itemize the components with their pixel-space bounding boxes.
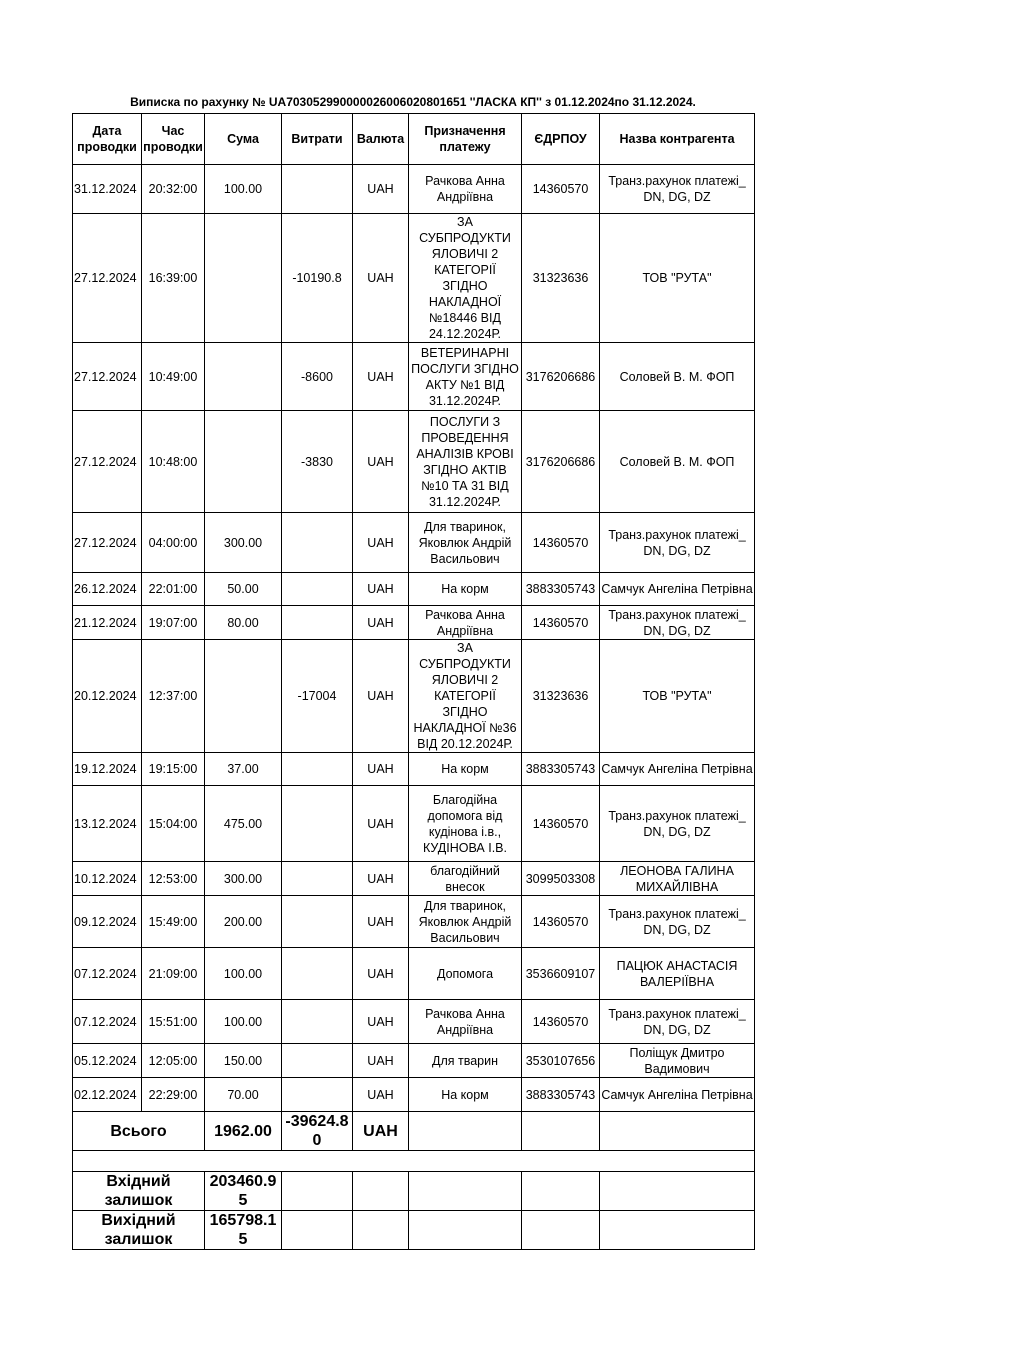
header-currency: Валюта [353,114,409,165]
cell-time: 12:37:00 [142,640,205,753]
cell-currency: UAH [353,214,409,343]
cell-date: 27.12.2024 [73,214,142,343]
table-row [73,606,755,640]
cell-counterparty: Соловей В. М. ФОП [600,411,755,513]
cell-purpose: Рачкова Анна Андріївна [409,165,522,214]
total-label: Всього [73,1112,205,1151]
cell-time: 21:09:00 [142,948,205,1000]
cell-edrpou: 14360570 [522,606,600,640]
cell-edrpou: 14360570 [522,786,600,862]
cell-amount [205,214,282,343]
header-counterparty: Назва контрагента [600,114,755,165]
cell-expense: -17004 [282,640,353,753]
cell-amount: 300.00 [205,862,282,896]
header-purpose: Призначення платежу [409,114,522,165]
cell-date: 27.12.2024 [73,513,142,573]
cell-counterparty: Транз.рахунок платежі_ DN, DG, DZ [600,1000,755,1044]
cell-date: 26.12.2024 [73,573,142,606]
total-row [73,1112,755,1151]
header-time: Час проводки [142,114,205,165]
cell-counterparty: ТОВ "РУТА" [600,214,755,343]
cell-expense [282,753,353,786]
cell-amount: 300.00 [205,513,282,573]
cell-counterparty: ЛЕОНОВА ГАЛИНА МИХАЙЛІВНА [600,862,755,896]
cell-purpose: ЗА СУБПРОДУКТИ ЯЛОВИЧІ 2 КАТЕГОРІЇ ЗГІДНО НАКЛАДНОЇ №36 ВІД 20.12.2024Р. [409,640,522,753]
cell-time: 19:15:00 [142,753,205,786]
table-row [73,948,755,1000]
cell-counterparty: Транз.рахунок платежі_ DN, DG, DZ [600,513,755,573]
cell-currency: UAH [353,513,409,573]
cell-edrpou: 14360570 [522,1000,600,1044]
cell-currency: UAH [353,1044,409,1078]
cell-currency: UAH [353,640,409,753]
cell-date: 10.12.2024 [73,862,142,896]
table-row [73,1044,755,1078]
cell-currency: UAH [353,896,409,948]
cell-date: 21.12.2024 [73,606,142,640]
cell-currency: UAH [353,1078,409,1112]
cell-counterparty: Поліщук Дмитро Вадимович [600,1044,755,1078]
cell-expense [282,948,353,1000]
cell-date: 09.12.2024 [73,896,142,948]
cell-time: 20:32:00 [142,165,205,214]
table-row [73,411,755,513]
header-expense: Витрати [282,114,353,165]
cell-edrpou: 14360570 [522,513,600,573]
header-edrpou: ЄДРПОУ [522,114,600,165]
cell-amount: 150.00 [205,1044,282,1078]
cell-purpose: благодійний внесок [409,862,522,896]
cell-purpose: Для тварин [409,1044,522,1078]
closing-balance-label: Вихідний залишок [73,1211,205,1250]
total-currency: UAH [353,1112,409,1151]
cell-amount [205,640,282,753]
cell-purpose: Для тваринок, Яковлюк Андрій Васильович [409,513,522,573]
cell-currency: UAH [353,411,409,513]
cell-purpose: Допомога [409,948,522,1000]
cell-counterparty: Соловей В. М. ФОП [600,343,755,411]
cell-edrpou: 31323636 [522,640,600,753]
opening-balance-value: 203460.95 [205,1172,282,1211]
statement-table [72,113,755,1250]
cell-amount [205,411,282,513]
cell-amount: 70.00 [205,1078,282,1112]
cell-edrpou: 3176206686 [522,411,600,513]
cell-currency: UAH [353,343,409,411]
cell-edrpou: 3883305743 [522,573,600,606]
cell-expense [282,1000,353,1044]
cell-purpose: ВЕТЕРИНАРНІ ПОСЛУГИ ЗГІДНО АКТУ №1 ВІД 31.12.2024Р. [409,343,522,411]
cell-purpose: Рачкова Анна Андріївна [409,1000,522,1044]
cell-time: 04:00:00 [142,513,205,573]
cell-purpose: ПОСЛУГИ З ПРОВЕДЕННЯ АНАЛІЗІВ КРОВІ ЗГІДНО АКТІВ №10 ТА 31 ВІД 31.12.2024Р. [409,411,522,513]
cell-counterparty: ТОВ "РУТА" [600,640,755,753]
cell-counterparty: Самчук Ангеліна Петрівна [600,1078,755,1112]
cell-currency: UAH [353,862,409,896]
cell-counterparty: Самчук Ангеліна Петрівна [600,573,755,606]
cell-currency: UAH [353,786,409,862]
cell-date: 19.12.2024 [73,753,142,786]
cell-purpose: Благодійна допомога від кудінова і.в., КУДІНОВА І.В. [409,786,522,862]
cell-time: 10:48:00 [142,411,205,513]
cell-amount: 80.00 [205,606,282,640]
cell-currency: UAH [353,753,409,786]
cell-time: 12:05:00 [142,1044,205,1078]
header-row [73,114,755,165]
cell-edrpou: 3883305743 [522,753,600,786]
cell-purpose: Рачкова Анна Андріївна [409,606,522,640]
cell-currency: UAH [353,1000,409,1044]
cell-expense [282,1044,353,1078]
cell-time: 15:49:00 [142,896,205,948]
cell-amount: 200.00 [205,896,282,948]
cell-edrpou: 3536609107 [522,948,600,1000]
cell-amount [205,343,282,411]
cell-date: 31.12.2024 [73,165,142,214]
cell-time: 15:51:00 [142,1000,205,1044]
cell-purpose: На корм [409,1078,522,1112]
cell-expense [282,1078,353,1112]
table-row [73,896,755,948]
cell-expense: -10190.8 [282,214,353,343]
statement-title: Виписка по рахунку № UA703052990000026006020801651 ''ЛАСКА КП'' з 01.12.2024по 31.12.2024. [130,95,696,109]
table-row [73,786,755,862]
cell-edrpou: 3530107656 [522,1044,600,1078]
cell-purpose: На корм [409,573,522,606]
cell-currency: UAH [353,948,409,1000]
cell-counterparty: Транз.рахунок платежі_ DN, DG, DZ [600,896,755,948]
cell-counterparty: Самчук Ангеліна Петрівна [600,753,755,786]
cell-amount: 100.00 [205,1000,282,1044]
cell-amount: 475.00 [205,786,282,862]
table-row [73,753,755,786]
cell-date: 27.12.2024 [73,343,142,411]
cell-counterparty: Транз.рахунок платежі_ DN, DG, DZ [600,606,755,640]
closing-balance-value: 165798.15 [205,1211,282,1250]
total-amount: 1962.00 [205,1112,282,1151]
cell-date: 27.12.2024 [73,411,142,513]
cell-counterparty: Транз.рахунок платежі_ DN, DG, DZ [600,786,755,862]
cell-purpose: На корм [409,753,522,786]
cell-time: 22:01:00 [142,573,205,606]
cell-date: 07.12.2024 [73,948,142,1000]
cell-expense: -8600 [282,343,353,411]
cell-expense [282,573,353,606]
table-row [73,165,755,214]
cell-currency: UAH [353,606,409,640]
cell-edrpou: 14360570 [522,896,600,948]
cell-time: 12:53:00 [142,862,205,896]
cell-amount: 100.00 [205,948,282,1000]
table-row [73,343,755,411]
cell-purpose: ЗА СУБПРОДУКТИ ЯЛОВИЧІ 2 КАТЕГОРІЇ ЗГІДНО НАКЛАДНОЇ №18446 ВІД 24.12.2024Р. [409,214,522,343]
cell-time: 10:49:00 [142,343,205,411]
cell-expense [282,786,353,862]
cell-date: 07.12.2024 [73,1000,142,1044]
header-date: Дата проводки [73,114,142,165]
cell-amount: 50.00 [205,573,282,606]
cell-expense [282,896,353,948]
cell-time: 22:29:00 [142,1078,205,1112]
total-expense: -39624.80 [282,1112,353,1151]
opening-balance-row [73,1172,755,1211]
cell-time: 16:39:00 [142,214,205,343]
table-row [73,573,755,606]
cell-amount: 100.00 [205,165,282,214]
cell-expense [282,606,353,640]
cell-edrpou: 3099503308 [522,862,600,896]
cell-amount: 37.00 [205,753,282,786]
table-row [73,214,755,343]
header-amount: Сума [205,114,282,165]
cell-counterparty: Транз.рахунок платежі_ DN, DG, DZ [600,165,755,214]
cell-date: 02.12.2024 [73,1078,142,1112]
table-row [73,1000,755,1044]
table-row [73,513,755,573]
cell-expense [282,862,353,896]
table-row [73,640,755,753]
cell-date: 13.12.2024 [73,786,142,862]
cell-time: 15:04:00 [142,786,205,862]
cell-edrpou: 31323636 [522,214,600,343]
cell-expense [282,165,353,214]
cell-edrpou: 3883305743 [522,1078,600,1112]
cell-time: 19:07:00 [142,606,205,640]
cell-date: 05.12.2024 [73,1044,142,1078]
table-row [73,862,755,896]
cell-edrpou: 3176206686 [522,343,600,411]
cell-currency: UAH [353,165,409,214]
cell-counterparty: ПАЦЮК АНАСТАСІЯ ВАЛЕРІЇВНА [600,948,755,1000]
cell-date: 20.12.2024 [73,640,142,753]
cell-currency: UAH [353,573,409,606]
closing-balance-row [73,1211,755,1250]
spacer-row [73,1151,755,1172]
cell-expense: -3830 [282,411,353,513]
cell-purpose: Для тваринок, Яковлюк Андрій Васильович [409,896,522,948]
opening-balance-label: Вхідний залишок [73,1172,205,1211]
table-row [73,1078,755,1112]
cell-expense [282,513,353,573]
cell-edrpou: 14360570 [522,165,600,214]
